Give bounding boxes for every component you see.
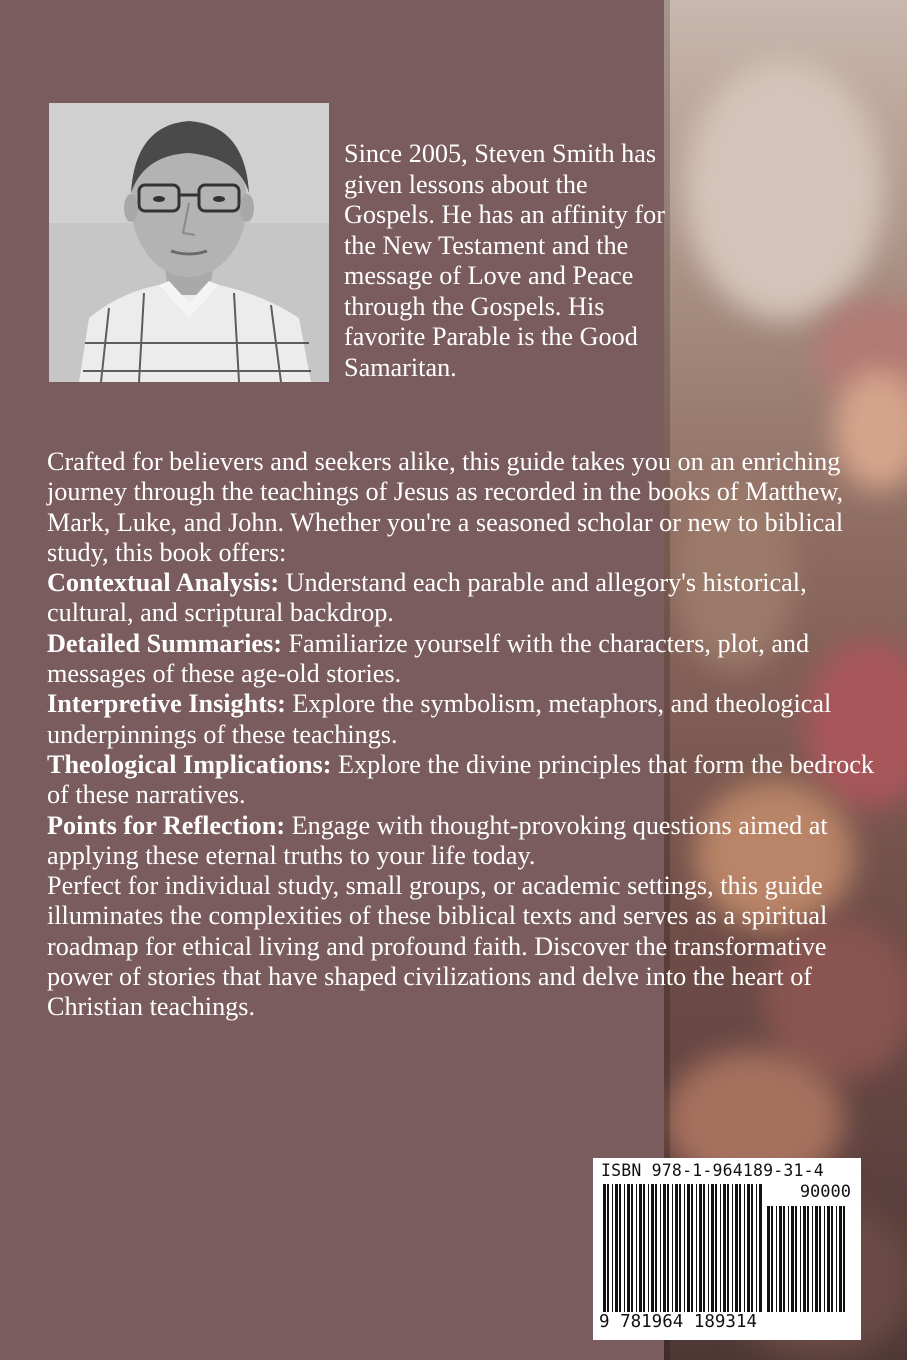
point-label: Interpretive Insights: [47,689,286,719]
point-text: Explore the symbolism, metaphors, and theological underpinnings of these teachings. [47,689,832,749]
point-item [47,568,887,629]
point-text: Engage with thought-provoking questions aimed at applying these eternal truths to your life today. [47,810,828,870]
isbn-barcode [593,1158,861,1340]
point-text: Explore the divine principles that form the bedrock of these narratives. [47,749,874,810]
price-barcode-bars [767,1206,849,1312]
point-label: Detailed Summaries: [47,628,282,658]
author-photo [49,103,329,382]
author-bio: Since 2005, Steven Smith has given lessons about the Gospels. He has an affinity for the New Testament and the message of Love and Peace through the Gospels. His favorite Parable is the Good Samaritan. [344,139,665,382]
point-text: Understand each parable and allegory's historical, cultural, and scriptural backdrop. [47,568,807,628]
description-intro: Crafted for believers and seekers alike, this guide takes you on an enriching journey through the teachings of Jesus as recorded in the books of Matthew, Mark, Luke, and John. Whether you're a seasoned scholar or new to biblical study, this book offers: [47,447,844,567]
point-label: Contextual Analysis: [47,568,280,598]
point-label: Points for Reflection: [47,810,286,840]
point-item [47,689,887,750]
point-text: Familiarize yourself with the characters, plot, and messages of these age-old stories. [47,628,810,689]
ean-barcode-bars [603,1184,763,1312]
point-label: Theological Implications: [47,749,332,779]
ean-number: 9 781964 189314 [599,1312,758,1332]
point-item [47,811,887,872]
book-description [47,447,887,1023]
point-item [47,750,887,811]
price-code: 90000 [799,1182,851,1202]
description-closing: Perfect for individual study, small groups, or academic settings, this guide illuminates the complexities of these biblical texts and serves as a spiritual roadmap for ethical living and profound faith. Discover the transformative power of stories that have shaped civilizations and delve into the heart of Christian teachings. [47,871,828,1022]
isbn-label: ISBN 978-1-964189-31-4 [601,1161,824,1180]
point-item [47,629,887,690]
